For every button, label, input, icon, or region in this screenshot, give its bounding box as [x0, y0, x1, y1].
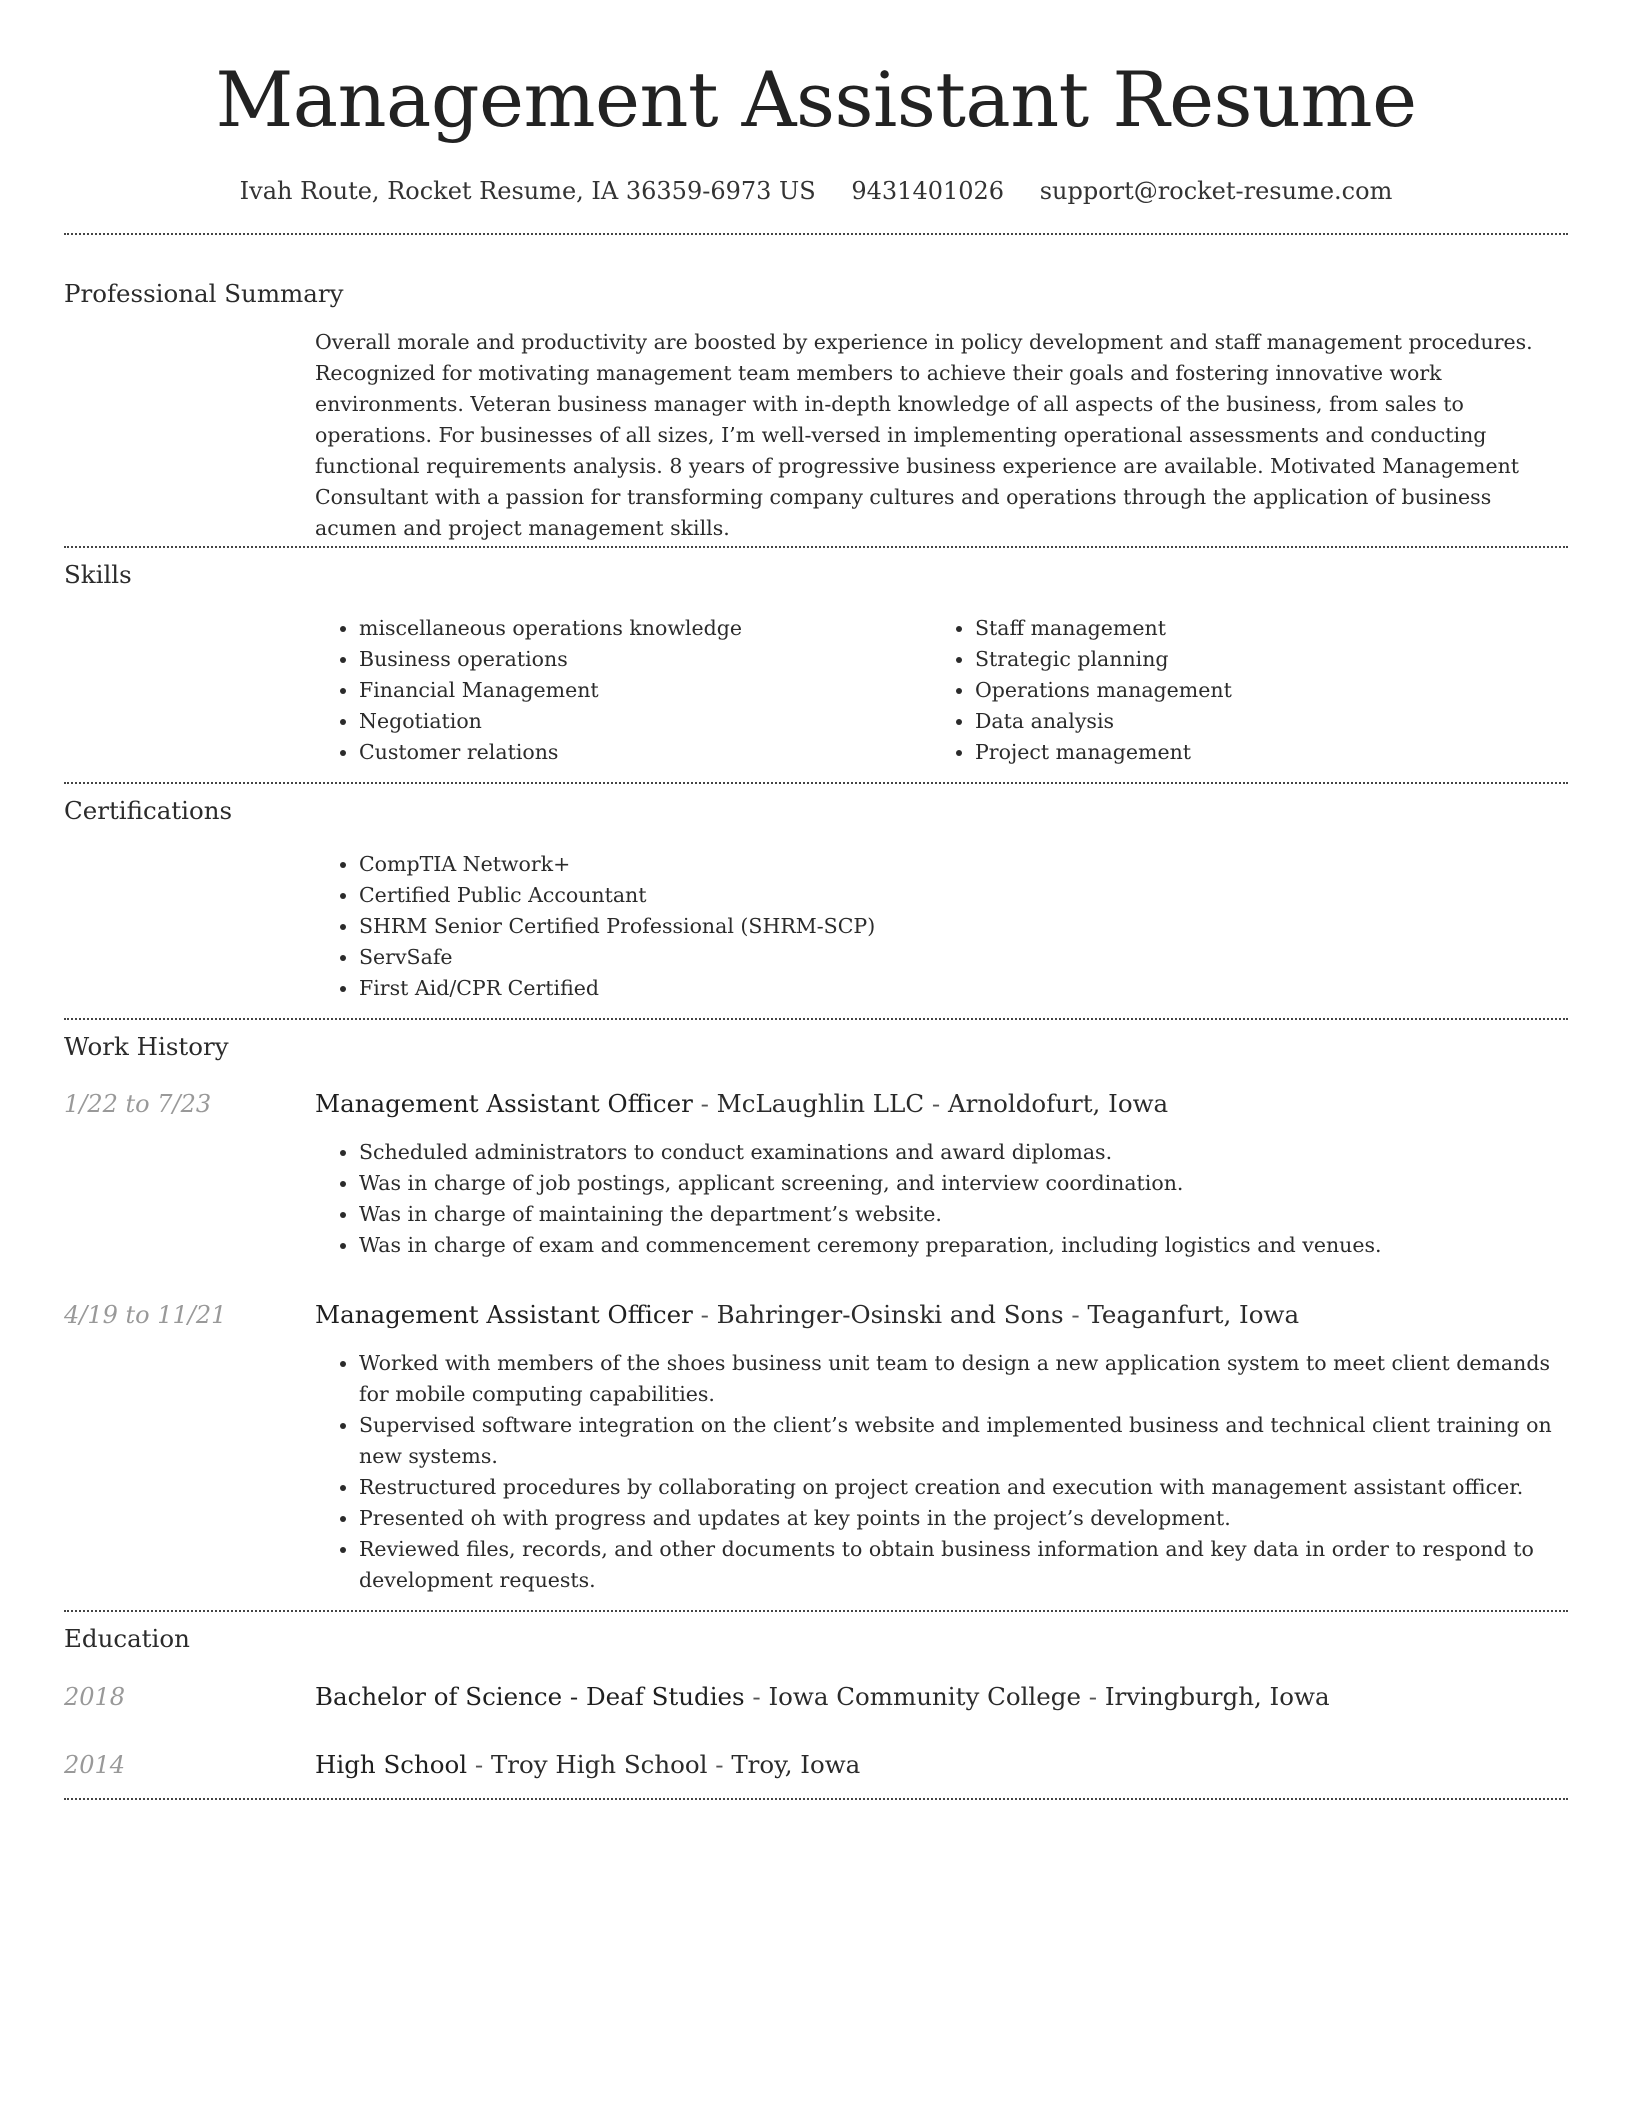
- skills-content: [315, 613, 1568, 768]
- job-role: Management Assistant Officer: [315, 1300, 693, 1329]
- job-bullet: • Supervised software integration on the client’s website and implemented business and technical client training on new systems.: [359, 1410, 1568, 1472]
- certification-item: • ServSafe: [359, 942, 1568, 973]
- job-entry: [64, 1299, 1568, 1596]
- certification-item: • SHRM Senior Certified Professional (SHRM-SCP): [359, 911, 1568, 942]
- education-entry: [64, 1749, 1568, 1781]
- education-date: 2018: [64, 1683, 126, 1711]
- skill-item: • Customer relations: [359, 737, 931, 768]
- education-degree: High School: [315, 1750, 468, 1779]
- skills-section: [64, 560, 1568, 768]
- job-bullet: • Worked with members of the shoes business unit team to design a new application system to meet client demands for mobile computing capabilities.: [359, 1348, 1568, 1410]
- skill-item: • Operations management: [975, 675, 1547, 706]
- certification-item: • CompTIA Network+: [359, 849, 1568, 880]
- skill-item: • Strategic planning: [975, 644, 1547, 675]
- certifications-list: [315, 849, 1568, 1004]
- skill-item: • Staff management: [975, 613, 1547, 644]
- job-bullets: [315, 1137, 1568, 1261]
- job-company: McLaughlin LLC: [716, 1089, 925, 1118]
- certifications-section: [64, 796, 1568, 1004]
- skill-item: • Business operations: [359, 644, 931, 675]
- contact-line: [64, 176, 1568, 206]
- job-details: [315, 1137, 1568, 1261]
- education-entry: [64, 1681, 1568, 1713]
- education-divider: [64, 1798, 1568, 1800]
- education-location: Troy, Iowa: [731, 1750, 861, 1779]
- job-bullet: • Reviewed files, records, and other documents to obtain business information and key data in order to respond to development requests.: [359, 1534, 1568, 1596]
- job-details: [315, 1348, 1568, 1596]
- education-heading: Education: [64, 1624, 190, 1653]
- certifications-content: [315, 849, 1568, 1004]
- contact-address: Ivah Route, Rocket Resume, IA 36359-6973 US: [239, 177, 816, 205]
- contact-phone: 9431401026: [851, 177, 1005, 205]
- skills-list-right: [931, 613, 1547, 768]
- job-heading: Management Assistant Officer - Bahringer-Osinski and Sons - Teaganfurt, Iowa: [315, 1300, 1300, 1329]
- work-heading: Work History: [64, 1032, 229, 1061]
- job-location: Teaganfurt, Iowa: [1087, 1300, 1300, 1329]
- summary-content: [315, 327, 1568, 544]
- education-location: Irvingburgh, Iowa: [1104, 1682, 1330, 1711]
- skill-item: • miscellaneous operations knowledge: [359, 613, 931, 644]
- job-date: 4/19 to 11/21: [64, 1301, 227, 1329]
- summary-section: [64, 279, 1568, 544]
- job-bullet: • Was in charge of exam and commencement ceremony preparation, including logistics and venues.: [359, 1230, 1568, 1261]
- work-divider: [64, 1610, 1568, 1612]
- work-section: [64, 1032, 1568, 1596]
- job-heading: Management Assistant Officer - McLaughlin LLC - Arnoldofurt, Iowa: [315, 1089, 1169, 1118]
- job-location: Arnoldofurt, Iowa: [947, 1089, 1169, 1118]
- header-divider: [64, 233, 1568, 235]
- certifications-heading: Certifications: [64, 796, 233, 825]
- education-section: [64, 1624, 1568, 1781]
- education-date: 2014: [64, 1751, 126, 1779]
- skill-item: • Project management: [975, 737, 1547, 768]
- job-role: Management Assistant Officer: [315, 1089, 693, 1118]
- certification-item: • Certified Public Accountant: [359, 880, 1568, 911]
- job-entry: [64, 1088, 1568, 1261]
- job-bullets: [315, 1348, 1568, 1596]
- education-heading-line: High School - Troy High School - Troy, Iowa: [315, 1750, 861, 1779]
- education-degree: Bachelor of Science - Deaf Studies: [315, 1682, 745, 1711]
- certifications-divider: [64, 1018, 1568, 1020]
- job-bullet: • Restructured procedures by collaborating on project creation and execution with management assistant officer.: [359, 1472, 1568, 1503]
- skill-item: • Data analysis: [975, 706, 1547, 737]
- summary-heading: Professional Summary: [64, 279, 344, 308]
- education-heading-line: Bachelor of Science - Deaf Studies - Iowa Community College - Irvingburgh, Iowa: [315, 1682, 1330, 1711]
- certification-item: • First Aid/CPR Certified: [359, 973, 1568, 1004]
- job-date: 1/22 to 7/23: [64, 1090, 212, 1118]
- skill-item: • Negotiation: [359, 706, 931, 737]
- skills-heading: Skills: [64, 560, 132, 589]
- education-school: Iowa Community College: [768, 1682, 1081, 1711]
- summary-text: Overall morale and productivity are boosted by experience in policy development and staff management procedures. Recognized for motivating management team members to achieve their goals and fostering innovative work environments. Veteran business manager with in-depth knowledge of all aspects of the business, from sales to operations. For businesses of all sizes, I’m well-versed in implementing operational assessments and conducting functional requirements analysis. 8 years of progressive business experience are available. Motivated Management Consultant with a passion for transforming company cultures and operations through the application of business acumen and project management skills.: [315, 330, 1533, 540]
- job-bullet: • Was in charge of job postings, applicant screening, and interview coordination.: [359, 1168, 1568, 1199]
- skill-item: • Financial Management: [359, 675, 931, 706]
- job-bullet: • Was in charge of maintaining the department’s website.: [359, 1199, 1568, 1230]
- job-bullet: • Scheduled administrators to conduct examinations and award diplomas.: [359, 1137, 1568, 1168]
- resume-title: Management Assistant Resume: [215, 55, 1417, 144]
- education-school: Troy High School: [490, 1750, 708, 1779]
- skills-divider: [64, 782, 1568, 784]
- summary-divider: [64, 546, 1568, 548]
- job-company: Bahringer-Osinski and Sons: [716, 1300, 1064, 1329]
- contact-email: support@rocket-resume.com: [1039, 177, 1393, 205]
- skills-list-left: [315, 613, 931, 768]
- job-bullet: • Presented oh with progress and updates at key points in the project’s development.: [359, 1503, 1568, 1534]
